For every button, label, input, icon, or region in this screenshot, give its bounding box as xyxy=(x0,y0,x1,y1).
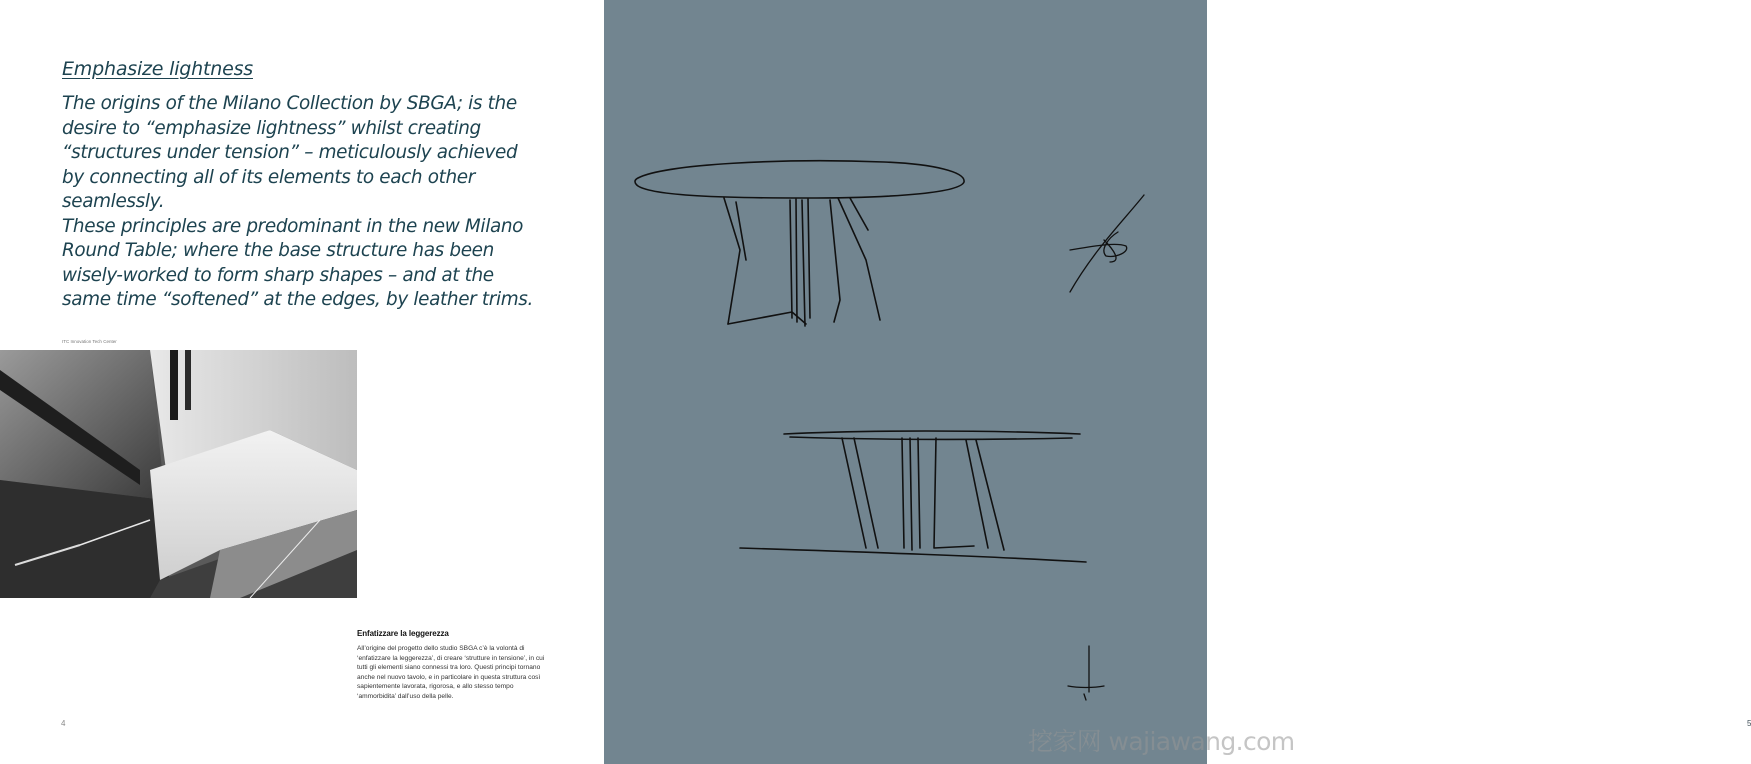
english-paragraph-1: The origins of the Milano Collection by SBGA; is the desire to “emphasize lightness” whilst creating “structures under tension” – meticulously achieved by connecting all of its elements to each other seamlessly. xyxy=(62,93,518,212)
architecture-photo xyxy=(0,350,357,598)
sketch-drawing xyxy=(604,0,1207,764)
page-number-right: 5 xyxy=(1747,719,1751,728)
english-paragraph-2: These principles are predominant in the new Milano Round Table; where the base structure has been wisely-worked to form sharp shapes – and at the same time “softened” at the edges, by leather trims. xyxy=(62,215,534,310)
photo-caption: ITC Innovation Tech Center xyxy=(62,339,117,344)
italian-body-text: All’origine del progetto dello studio SBGA c’è la volontà di ‘enfatizzare la leggerezza’, di creare ‘strutture in tensione’, in cui tutti gli elementi siano connessi tra loro. Questi principi tornano anche nel nuovo tavolo, e in particolare in questa struttura così sapientemente lavorata, rigorosa, e allo stesso tempo ‘ammorbidita’ dall’uso della pelle. xyxy=(357,645,545,700)
left-page xyxy=(0,0,604,764)
watermark-text: 挖家网 wajiawang.com xyxy=(1028,727,1295,756)
round-table-side-sketch xyxy=(740,431,1086,562)
mark-sketch xyxy=(1068,646,1104,700)
italian-heading: Enfatizzare la leggerezza xyxy=(357,629,449,638)
italian-text-block xyxy=(357,629,547,702)
page-margin xyxy=(1207,0,1250,764)
signature-sketch xyxy=(1070,195,1144,292)
page-number-left: 4 xyxy=(61,719,66,728)
right-page xyxy=(604,0,1751,764)
english-body-text xyxy=(62,92,542,313)
round-table-perspective-sketch xyxy=(635,161,964,326)
english-heading: Emphasize lightness xyxy=(62,58,253,80)
